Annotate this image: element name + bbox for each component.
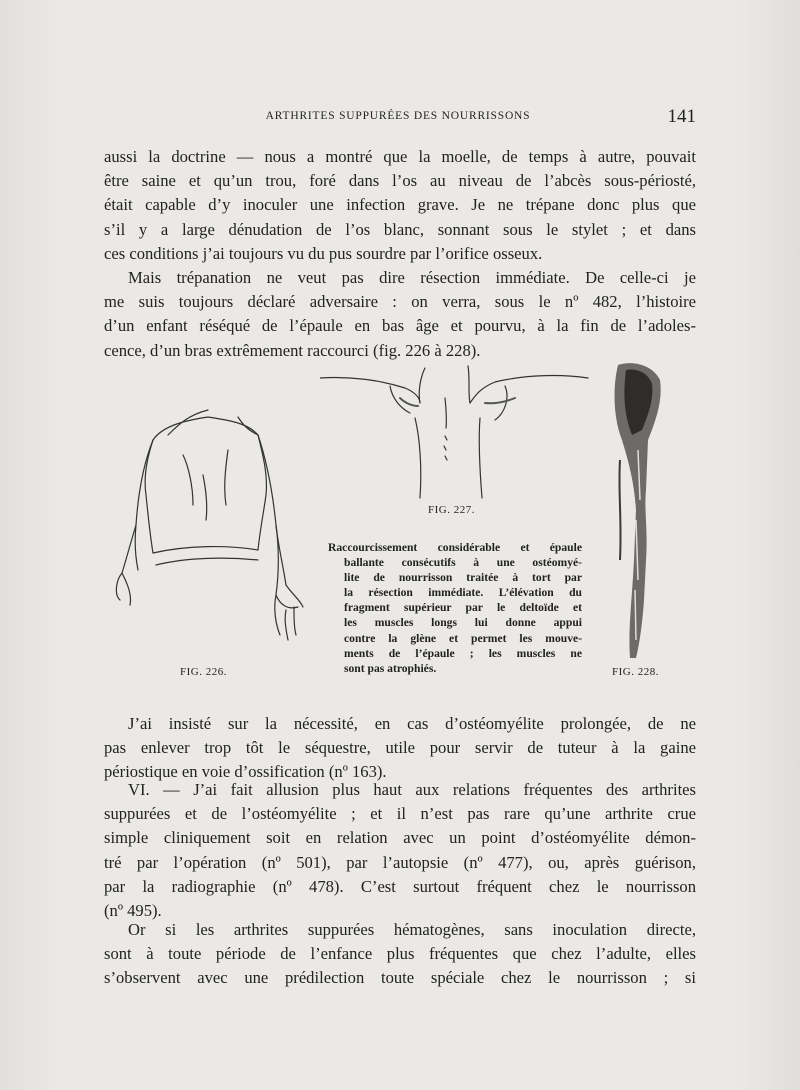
text-line: ces conditions j’ai toujours vu du pus sourdre par l’orifice osseux.	[104, 243, 543, 263]
text-line: suppurées et de l’ostéomyélite ; et il n’est pas rare qu’une arthrite crue	[104, 804, 696, 824]
text-line: s’observent avec une prédilection toute spéciale chez le nourrisson ; si	[104, 968, 696, 988]
text-line: périostique en voie d’ossification (nº 163).	[104, 762, 387, 782]
paragraph-3	[104, 712, 696, 785]
text-line: sont à toute période de l’enfance plus fréquentes que chez l’adulte, elles	[104, 944, 696, 964]
text-line: Or si les arthrites suppurées hématogènes, sans inoculation directe,	[128, 920, 696, 939]
legend-line: ballante consécutifs à une ostéomyé-	[344, 556, 582, 570]
figure-228-radiograph	[608, 360, 668, 660]
legend-line: contre la glène et permet les mouve-	[344, 631, 582, 645]
running-title: ARTHRITES SUPPURÉES DES NOURRISSONS	[265, 110, 531, 122]
paragraph-4	[104, 778, 696, 923]
figure-legend	[328, 540, 582, 676]
text-line: était capable d’y inoculer une infection grave. Je ne trépane donc plus que	[104, 195, 696, 215]
text-line: Mais trépanation ne veut pas dire résection immédiate. De celle-ci je	[128, 268, 696, 287]
text-line: simple cliniquement soit en relation avec un point d’ostéomyélite démon-	[104, 828, 696, 848]
figure-228-label: FIG. 228.	[612, 666, 659, 678]
text-line: être saine et qu’un trou, foré dans l’os au niveau de l’abcès sous-périosté,	[104, 171, 696, 191]
legend-line: ments de l’épaule ; les muscles ne	[344, 646, 582, 660]
text-line: (nº 495).	[104, 900, 162, 920]
figure-226-drawing	[108, 395, 308, 657]
text-line: cence, d’un bras extrêmement raccourci (fig. 226 à 228).	[104, 340, 481, 360]
legend-line: la résection immédiate. L’élévation du	[344, 586, 582, 600]
legend-line: fragment supérieur par le deltoïde et	[344, 601, 582, 615]
text-line: tré par l’opération (nº 501), par l’autopsie (nº 477), ou, après guérison,	[104, 852, 696, 872]
legend-line: sont pas atrophiés.	[344, 661, 437, 675]
text-line: d’un enfant réséqué de l’épaule en bas âge et pourvu, à la fin de l’adoles-	[104, 316, 696, 336]
text-line: VI. — J’ai fait allusion plus haut aux relations fréquentes des arthrites	[128, 780, 696, 799]
text-line: aussi la doctrine — nous a montré que la moelle, de temps à autre, pouvait	[104, 147, 696, 166]
text-line: me suis toujours déclaré adversaire : on verra, sous le nº 482, l’histoire	[104, 292, 696, 312]
page-number: 141	[667, 106, 696, 127]
paragraph-1	[104, 145, 696, 266]
legend-line: Raccourcissement considérable et épaule	[328, 541, 582, 554]
text-line: s’il y a large dénudation de l’os blanc, sonnant sous le stylet ; et dans	[104, 219, 696, 239]
figure-226-label: FIG. 226.	[180, 666, 227, 678]
text-line: J’ai insisté sur la nécessité, en cas d’ostéomyélite prolongée, de ne	[128, 714, 696, 733]
legend-line: lite de nourrisson traitée à tort par	[344, 571, 582, 585]
figure-227-label: FIG. 227.	[428, 504, 475, 516]
paragraph-5	[104, 918, 696, 991]
legend-line: les muscles longs lui donne appui	[344, 616, 582, 630]
paragraph-2	[104, 266, 696, 363]
page-header	[100, 106, 696, 130]
text-line: pas enlever trop tôt le séquestre, utile pour servir de tuteur à la gaine	[104, 738, 696, 758]
figure-227-drawing	[320, 358, 590, 503]
text-line: par la radiographie (nº 478). C’est surtout fréquent chez le nourrisson	[104, 876, 696, 896]
